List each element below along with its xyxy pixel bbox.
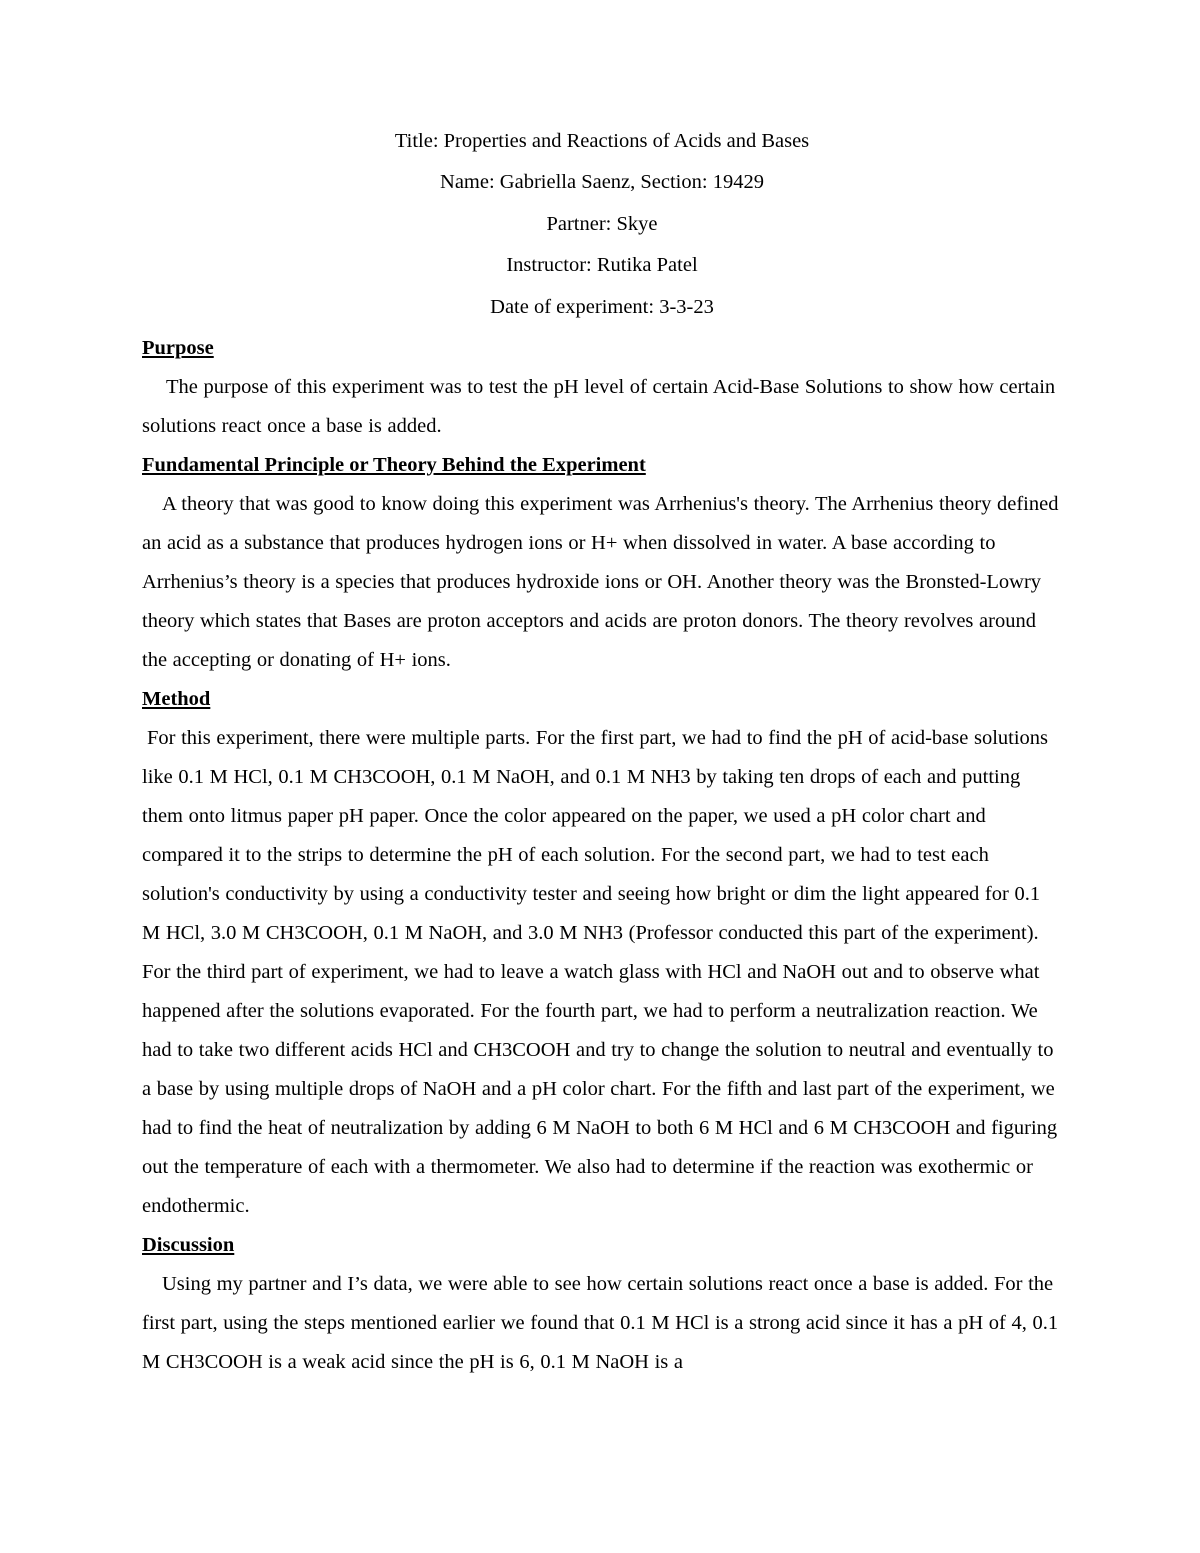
discussion-heading: Discussion [142,1233,235,1256]
experiment-date: Date of experiment: 3-3-23 [490,295,714,318]
instructor-name: Instructor: Rutika Patel [506,254,698,277]
theory-heading: Fundamental Principle or Theory Behind the Experiment [142,453,646,476]
report-title: Title: Properties and Reactions of Acids and Bases [394,130,810,152]
purpose-paragraph: The purpose of this experiment was to test the pH level of certain Acid-Base Solutions to show how certain solutions react once a base is added. [142,375,1056,437]
student-name-section: Name: Gabriella Saenz, Section: 19429 [440,171,764,194]
discussion-paragraph: Using my partner and I’s data, we were able to see how certain solutions react once a base is added. For the first part, using the steps mentioned earlier we found that 0.1 M HCl is a strong acid since it has a pH of 4, 0.1 M CH3COOH is a weak acid since the pH is 6, 0.1 M NaOH is a [142,1272,1059,1373]
document-content [142,122,1062,1382]
method-paragraph: For this experiment, there were multiple parts. For the first part, we had to find the pH of acid-base solutions like 0.1 M HCl, 0.1 M CH3COOH, 0.1 M NaOH, and 0.1 M NH3 by taking ten drops of each and putting them onto litmus paper pH paper. Once the color appeared on the paper, we used a pH color chart and compared it to the strips to determine the pH of each solution. For the second part, we had to test each solution's conductivity by using a conductivity tester and seeing how bright or dim the light appeared for 0.1 M HCl, 3.0 M CH3COOH, 0.1 M NaOH, and 3.0 M NH3 (Professor conducted this part of the experiment). For the third part of experiment, we had to leave a watch glass with HCl and NaOH out and to observe what happened after the solutions evaporated. For the fourth part, we had to perform a neutralization reaction. We had to take two different acids HCl and CH3COOH and try to change the solution to neutral and eventually to a base by using multiple drops of NaOH and a pH color chart. For the fifth and last part of the experiment, we had to find the heat of neutralization by adding 6 M NaOH to both 6 M HCl and 6 M CH3COOH and figuring out the temperature of each with a thermometer. We also had to determine if the reaction was exothermic or endothermic. [142,726,1058,1217]
purpose-heading: Purpose [142,336,214,359]
partner-name: Partner: Skye [546,212,658,235]
method-heading: Method [142,687,211,710]
theory-paragraph: A theory that was good to know doing this experiment was Arrhenius's theory. The Arrhenius theory defined an acid as a substance that produces hydrogen ions or H+ when dissolved in water. A base according to Arrhenius’s theory is a species that produces hydroxide ions or OH. Another theory was the Bronsted-Lowry theory which states that Bases are proton acceptors and acids are proton donors. The theory revolves around the accepting or donating of H+ ions. [142,492,1059,671]
